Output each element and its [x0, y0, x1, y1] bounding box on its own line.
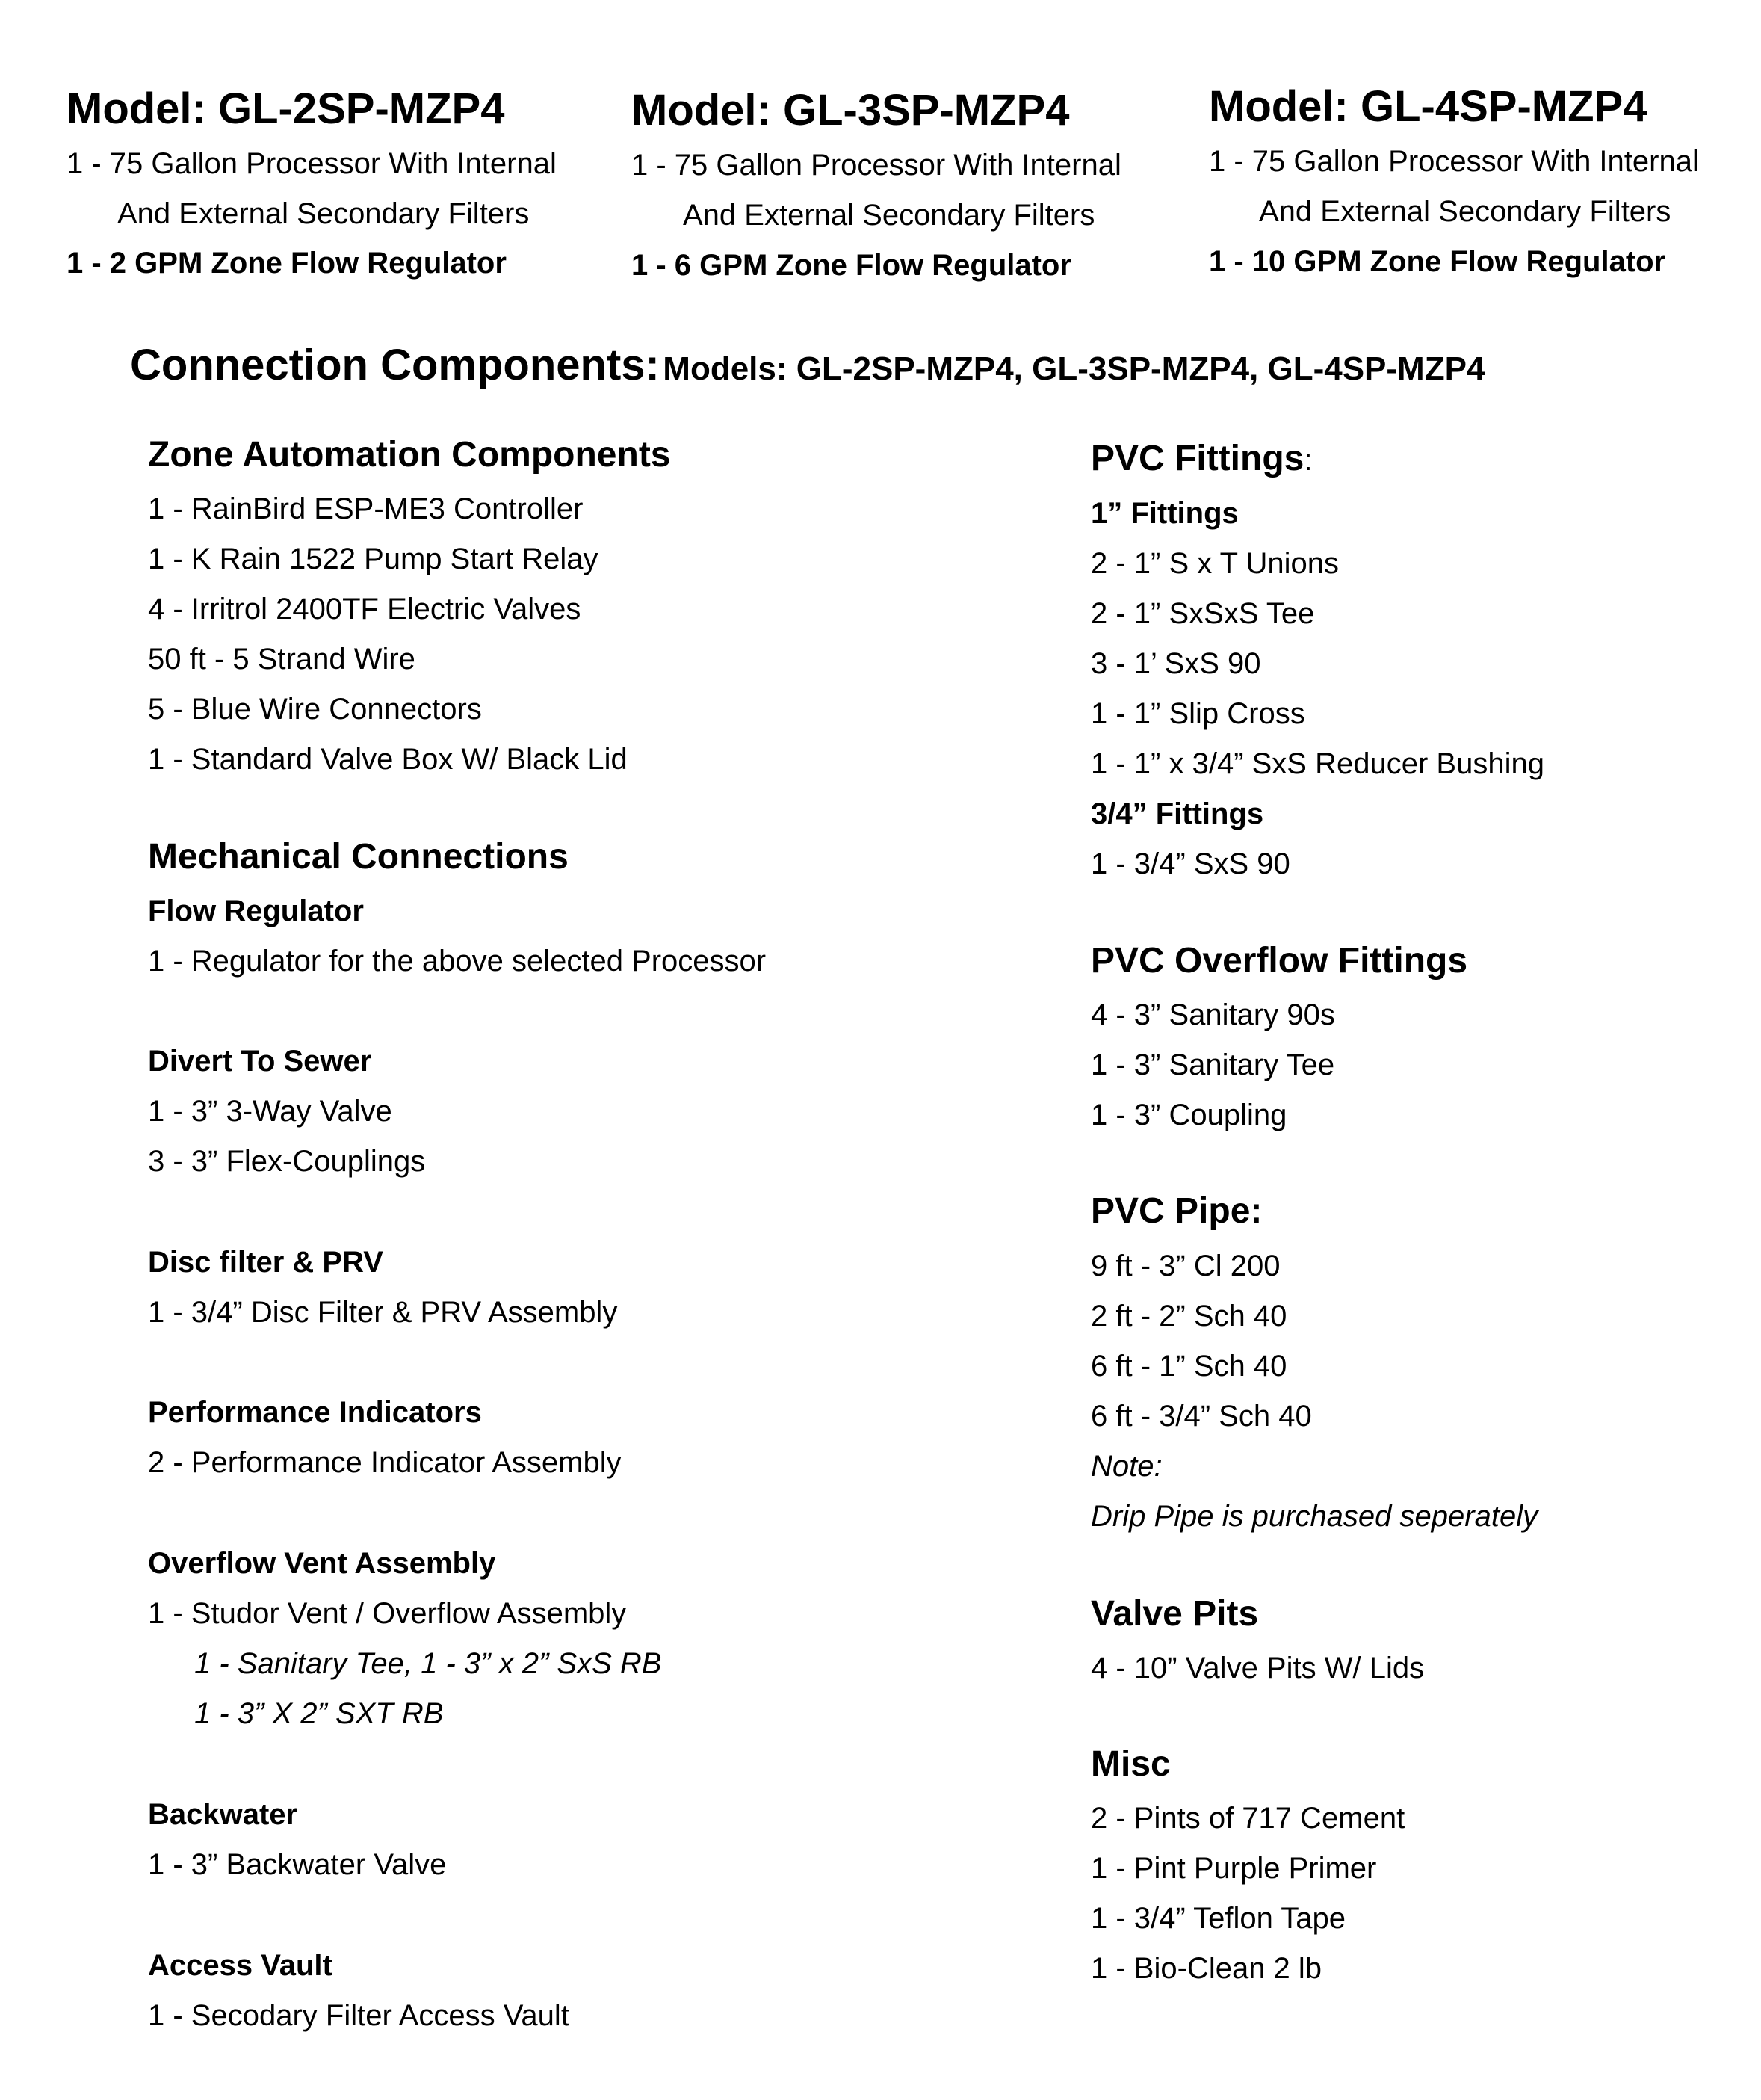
list-item: 2 - Pints of 717 Cement: [1091, 1802, 1405, 1835]
list-item: 1 - Standard Valve Box W/ Black Lid: [148, 743, 628, 776]
model-title: Model: GL-2SP-MZP4: [66, 84, 505, 133]
pvc-overflow-fittings-heading: PVC Overflow Fittings: [1091, 941, 1468, 980]
valve-pits-heading: Valve Pits: [1091, 1594, 1259, 1634]
list-item: 5 - Blue Wire Connectors: [148, 693, 482, 726]
model-regulator: 1 - 2 GPM Zone Flow Regulator: [66, 247, 507, 280]
list-item: 2 - 1” SxSxS Tee: [1091, 597, 1315, 630]
note-text: Drip Pipe is purchased seperately: [1091, 1500, 1538, 1533]
list-item: 1 - 3/4” Disc Filter & PRV Assembly: [148, 1296, 618, 1329]
overflow-vent-subheading: Overflow Vent Assembly: [148, 1547, 496, 1580]
connection-components-heading: [130, 341, 1485, 389]
pvc-fittings-heading-text: PVC Fittings: [1091, 439, 1304, 478]
list-item: 1 - K Rain 1522 Pump Start Relay: [148, 543, 598, 575]
list-item: 1 - 3” Backwater Valve: [148, 1848, 447, 1881]
list-item: 1 - Regulator for the above selected Processor: [148, 945, 767, 978]
list-item: 1 - Bio-Clean 2 lb: [1091, 1952, 1322, 1985]
backwater-subheading: Backwater: [148, 1798, 298, 1831]
access-vault-subheading: Access Vault: [148, 1949, 332, 1982]
zone-automation-heading: Zone Automation Components: [148, 435, 671, 475]
pvc-pipe-heading: PVC Pipe:: [1091, 1191, 1263, 1231]
pvc-fittings-heading: [1091, 441, 1312, 477]
list-item: 1 - Pint Purple Primer: [1091, 1852, 1377, 1885]
list-item: 1 - 3/4” SxS 90: [1091, 847, 1290, 880]
list-sub-item: 1 - Sanitary Tee, 1 - 3” x 2” SxS RB: [194, 1647, 662, 1680]
list-item: 1 - 3” Sanitary Tee: [1091, 1049, 1335, 1081]
divert-to-sewer-subheading: Divert To Sewer: [148, 1045, 372, 1078]
model-description: And External Secondary Filters: [683, 199, 1095, 232]
list-item: 1 - Studor Vent / Overflow Assembly: [148, 1597, 627, 1630]
mechanical-connections-heading: Mechanical Connections: [148, 837, 569, 877]
list-item: 3 - 3” Flex-Couplings: [148, 1145, 426, 1178]
list-item: 4 - Irritrol 2400TF Electric Valves: [148, 593, 581, 626]
list-item: 6 ft - 3/4” Sch 40: [1091, 1400, 1312, 1433]
list-item: 6 ft - 1” Sch 40: [1091, 1350, 1287, 1383]
model-regulator: 1 - 10 GPM Zone Flow Regulator: [1209, 245, 1666, 278]
list-item: 1 - Secodary Filter Access Vault: [148, 1999, 569, 2032]
connection-models: Models: GL-2SP-MZP4, GL-3SP-MZP4, GL-4SP-MZP4: [663, 350, 1485, 387]
list-item: 50 ft - 5 Strand Wire: [148, 643, 415, 676]
model-description: And External Secondary Filters: [117, 197, 530, 230]
performance-indicators-subheading: Performance Indicators: [148, 1396, 482, 1429]
disc-filter-subheading: Disc filter & PRV: [148, 1246, 383, 1279]
list-item: 4 - 3” Sanitary 90s: [1091, 998, 1335, 1031]
misc-heading: Misc: [1091, 1744, 1171, 1784]
list-item: 2 - 1” S x T Unions: [1091, 547, 1339, 580]
model-title: Model: GL-3SP-MZP4: [631, 86, 1070, 135]
list-item: 1 - 3” Coupling: [1091, 1099, 1287, 1131]
model-regulator: 1 - 6 GPM Zone Flow Regulator: [631, 249, 1071, 282]
one-inch-fittings-subheading: 1” Fittings: [1091, 497, 1239, 530]
model-description: And External Secondary Filters: [1259, 195, 1671, 228]
model-title: Model: GL-4SP-MZP4: [1209, 82, 1647, 131]
three-quarter-fittings-subheading: 3/4” Fittings: [1091, 797, 1264, 830]
list-item: 2 - Performance Indicator Assembly: [148, 1446, 622, 1479]
pvc-fittings-colon: :: [1304, 444, 1313, 477]
list-sub-item: 1 - 3” X 2” SXT RB: [194, 1697, 444, 1730]
list-item: 1 - 1” Slip Cross: [1091, 697, 1305, 730]
list-item: 1 - 3” 3-Way Valve: [148, 1095, 392, 1128]
flow-regulator-subheading: Flow Regulator: [148, 895, 364, 927]
model-description: 1 - 75 Gallon Processor With Internal: [1209, 145, 1699, 178]
list-item: 1 - RainBird ESP-ME3 Controller: [148, 492, 584, 525]
model-description: 1 - 75 Gallon Processor With Internal: [66, 147, 557, 180]
list-item: 2 ft - 2” Sch 40: [1091, 1300, 1287, 1332]
list-item: 3 - 1’ SxS 90: [1091, 647, 1261, 680]
list-item: 1 - 1” x 3/4” SxS Reducer Bushing: [1091, 747, 1544, 780]
model-description: 1 - 75 Gallon Processor With Internal: [631, 149, 1121, 182]
list-item: 9 ft - 3” Cl 200: [1091, 1250, 1281, 1282]
note-label: Note:: [1091, 1450, 1163, 1483]
list-item: 1 - 3/4” Teflon Tape: [1091, 1902, 1346, 1935]
list-item: 4 - 10” Valve Pits W/ Lids: [1091, 1652, 1425, 1684]
connection-title: Connection Components:: [130, 341, 660, 389]
